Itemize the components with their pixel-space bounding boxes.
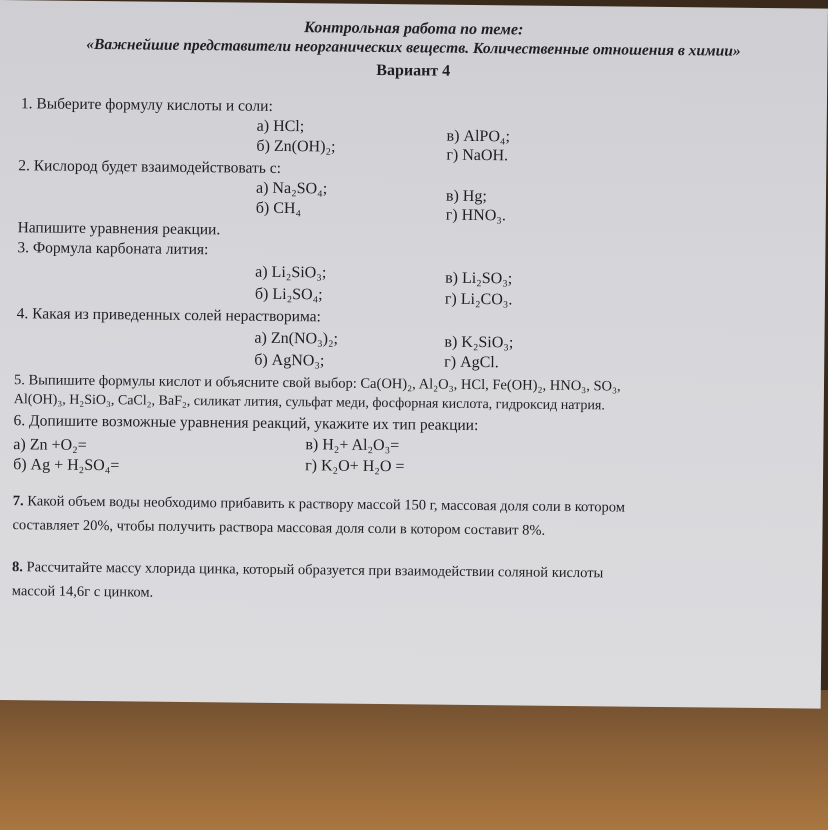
- q8-number: 8.: [11, 559, 24, 576]
- q7-line1: Какой объем воды необходимо прибавить к раствору массой 150 г, массовая доля соли в котором: [23, 493, 625, 516]
- q3-option-a: а) Li₂SiO₃;: [255, 263, 327, 282]
- q8-line1: Рассчитайте массу хлорида цинка, который образуется при взаимодействии соляной кислоты: [22, 559, 604, 582]
- q5-line1: 5. Выпишите формулы кислот и объясните свой выбор: Ca(OH)₂, Al₂O₃, HCl, Fe(OH)₂, HNO₃, SO₃,: [13, 372, 621, 395]
- q1-text: 1. Выберите формулу кислоты и соли:: [20, 95, 273, 115]
- q4-option-a: а) Zn(NO₃)₂;: [254, 329, 339, 348]
- q2-option-d: г) HNO₃.: [445, 206, 506, 225]
- q6-option-b: б) Ag + H₂SO₄=: [13, 456, 120, 475]
- q3-text: 3. Формула карбоната лития:: [17, 239, 209, 259]
- q2-option-b: б) CH₄: [255, 199, 302, 218]
- q1-option-a: а) HCl;: [256, 117, 305, 136]
- q3-option-c: в) Li₂SO₃;: [445, 269, 513, 288]
- q6-option-c: в) H₂+ Al₂O₃=: [305, 436, 400, 455]
- q6-option-a: а) Zn +O₂=: [13, 436, 87, 454]
- q4-text: 4. Какая из приведенных солей нерастворима:: [16, 305, 321, 326]
- q3-option-d: г) Li₂CO₃.: [444, 290, 513, 309]
- q1-option-b: б) Zn(OH)₂;: [256, 137, 336, 156]
- q1-option-d: г) NaOH.: [446, 146, 509, 165]
- q4-option-d: г) AgCl.: [444, 353, 499, 372]
- q8-line2: массой 14,6г с цинком.: [11, 583, 154, 601]
- header-variant: Вариант 4: [376, 61, 451, 80]
- q6-option-d: г) K₂O+ H₂O =: [305, 457, 405, 476]
- q3-option-b: б) Li₂SO₄;: [254, 285, 323, 304]
- q6-text: 6. Допишите возможные уравнения реакций, укажите их тип реакции:: [13, 412, 479, 435]
- q2-text: 2. Кислород будет взаимодействовать с:: [18, 157, 282, 177]
- q2-note: Напишите уравнения реакции.: [17, 219, 221, 239]
- header-topic: «Важнейшие представители неорганических веществ. Количественные отношения в химии»: [86, 35, 741, 60]
- q2-option-c: в) Hg;: [445, 187, 487, 206]
- q2-option-a: а) Na₂SO₄;: [255, 179, 328, 198]
- q1-option-c: в) AlPO₄;: [446, 127, 511, 146]
- q5-line2: Al(OH)₃, H₂SiO₃, CaCl₂, BaF₂, силикат лития, сульфат меди, фосфорная кислота, гидроксид натрия.: [13, 392, 605, 414]
- header-title: Контрольная работа по теме:: [303, 19, 524, 39]
- q7-number: 7.: [12, 493, 24, 510]
- desk-surface: [0, 690, 828, 830]
- q4-option-c: в) K₂SiO₃;: [444, 333, 514, 352]
- q4-option-b: б) AgNO₃;: [254, 351, 325, 370]
- q7-line2: составляет 20%, чтобы получить раствора массовая доля соли в котором составит 8%.: [12, 517, 546, 539]
